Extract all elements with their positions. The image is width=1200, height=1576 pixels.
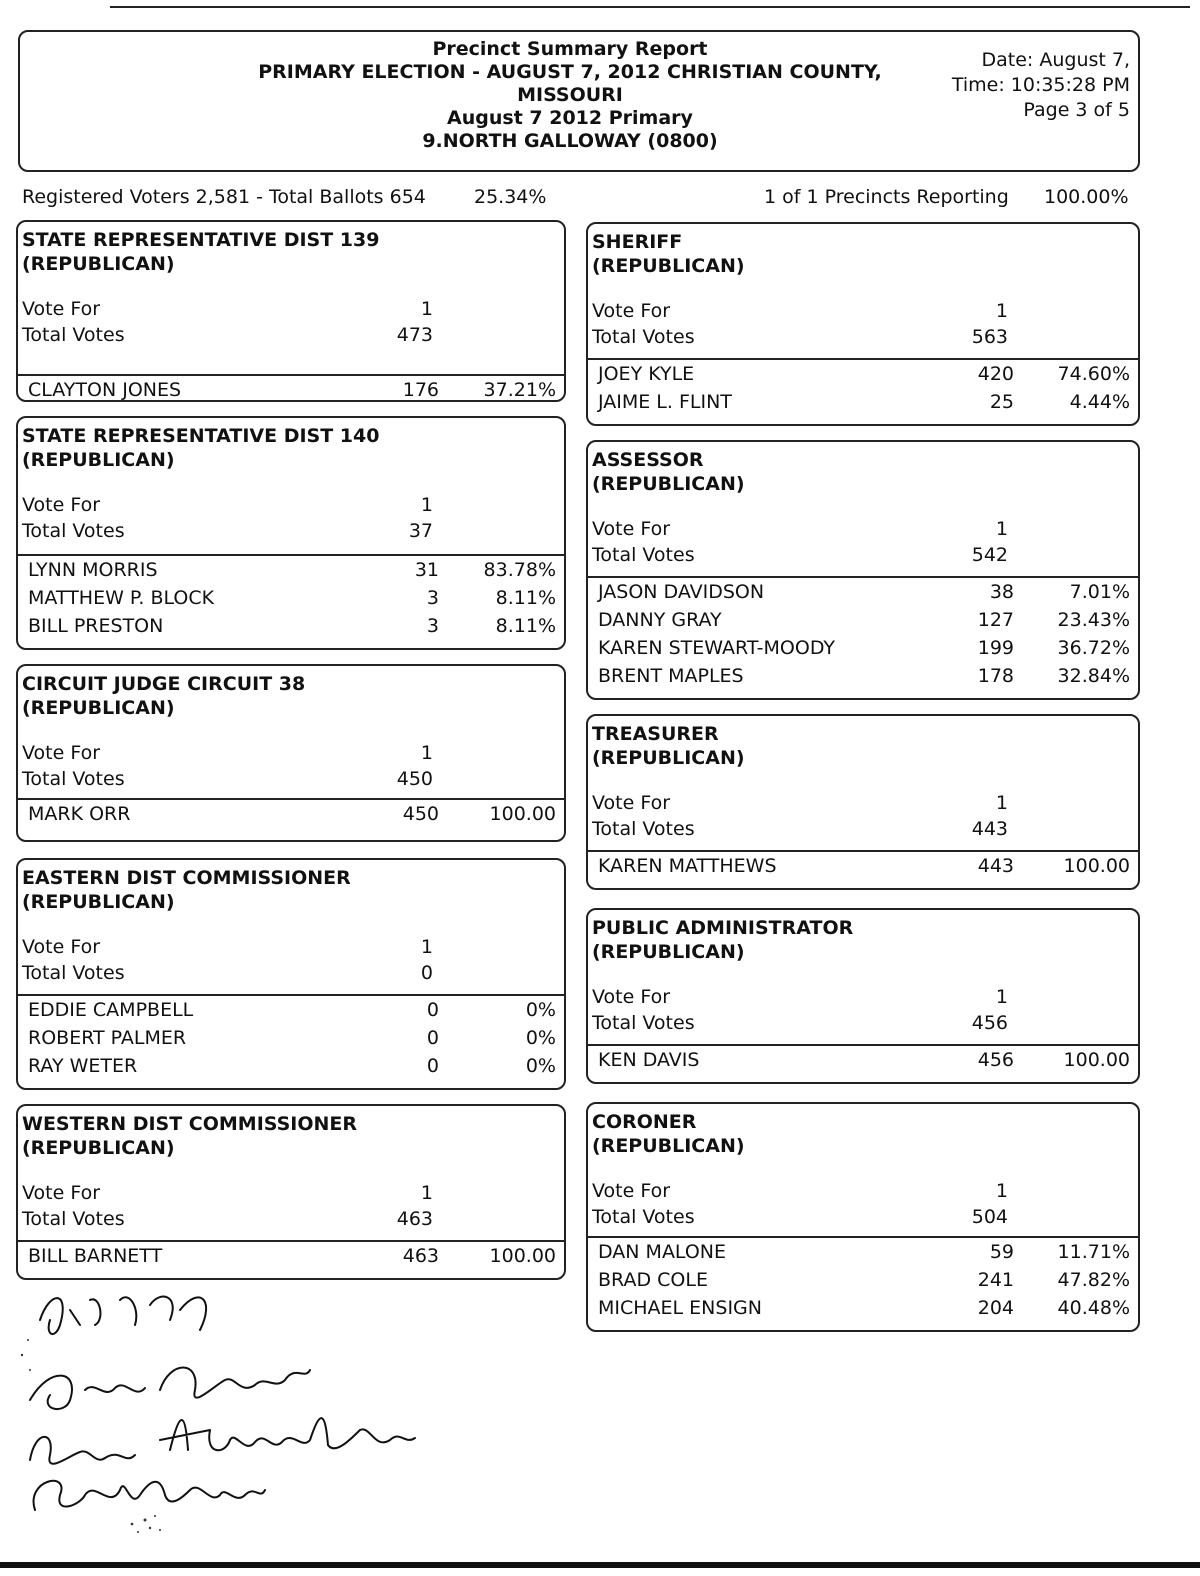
vote-for-row — [22, 934, 556, 960]
vote-for-label: Vote For — [22, 936, 101, 958]
vote-for-value: 1 — [420, 1182, 433, 1204]
candidate-votes: 456 — [977, 1049, 1014, 1071]
report-title-line: Precinct Summary Report — [432, 38, 708, 60]
race-title — [592, 722, 745, 770]
candidate-percent: 32.84% — [1057, 665, 1130, 687]
bottom-rule — [0, 1562, 1200, 1568]
precincts-reporting: 1 of 1 Precincts Reporting — [764, 186, 1009, 208]
candidate-votes: 3 — [426, 587, 439, 609]
vote-for-value: 1 — [995, 792, 1008, 814]
candidate-name: ROBERT PALMER — [28, 1027, 187, 1049]
candidate-row — [598, 360, 1130, 388]
candidate-row — [28, 996, 556, 1024]
total-votes-label: Total Votes — [592, 1206, 695, 1228]
race-title — [22, 228, 379, 276]
candidate-row — [28, 556, 556, 584]
total-votes-row — [592, 816, 1130, 842]
candidate-votes: 3 — [426, 615, 439, 637]
vote-for-row — [592, 790, 1130, 816]
race-party: (REPUBLICAN) — [22, 891, 175, 913]
total-votes-row — [592, 324, 1130, 350]
race-party: (REPUBLICAN) — [22, 1137, 175, 1159]
race-party: (REPUBLICAN) — [592, 747, 745, 769]
race-party: (REPUBLICAN) — [22, 697, 175, 719]
candidate-votes: 420 — [977, 363, 1014, 385]
report-date: Date: August 7, — [981, 49, 1130, 71]
candidate-votes: 31 — [414, 559, 439, 581]
total-votes-label: Total Votes — [22, 520, 125, 542]
race-name: ASSESSOR — [592, 449, 704, 471]
candidate-votes: 463 — [402, 1245, 439, 1267]
candidate-name: RAY WETER — [28, 1055, 138, 1077]
candidate-row — [28, 1052, 556, 1080]
candidate-row — [598, 606, 1130, 634]
top-rule — [110, 6, 1190, 8]
total-votes-value: 0 — [420, 962, 433, 984]
vote-for-value: 1 — [995, 518, 1008, 540]
candidate-name: MICHAEL ENSIGN — [598, 1297, 762, 1319]
handwritten-signatures — [10, 1280, 430, 1540]
report-title — [220, 38, 920, 153]
total-votes-value: 37 — [408, 520, 433, 542]
race-title — [592, 230, 745, 278]
total-votes-value: 473 — [396, 324, 433, 346]
race-title — [592, 916, 853, 964]
race-box — [586, 440, 1140, 700]
vote-for-row — [22, 296, 556, 322]
total-votes-value: 504 — [971, 1206, 1008, 1228]
total-votes-label: Total Votes — [592, 818, 695, 840]
report-meta — [930, 48, 1130, 123]
candidate-votes: 25 — [989, 391, 1014, 413]
candidate-row — [28, 612, 556, 640]
candidate-percent: 100.00 — [1063, 855, 1130, 877]
race-name: CORONER — [592, 1111, 697, 1133]
race-title — [22, 672, 305, 720]
vote-for-label: Vote For — [592, 986, 671, 1008]
race-box — [16, 220, 566, 402]
candidate-percent: 0% — [525, 1055, 556, 1077]
vote-for-label: Vote For — [592, 300, 671, 322]
race-name: PUBLIC ADMINISTRATOR — [592, 917, 854, 939]
candidate-name: KEN DAVIS — [598, 1049, 700, 1071]
vote-for-value: 1 — [995, 300, 1008, 322]
candidate-votes: 0 — [426, 1027, 439, 1049]
race-title — [22, 424, 379, 472]
vote-for-value: 1 — [420, 742, 433, 764]
race-title — [592, 1110, 745, 1158]
vote-for-row — [22, 1180, 556, 1206]
race-party: (REPUBLICAN) — [592, 941, 745, 963]
total-votes-value: 542 — [971, 544, 1008, 566]
candidate-votes: 178 — [977, 665, 1014, 687]
candidate-name: DAN MALONE — [598, 1241, 727, 1263]
vote-for-label: Vote For — [22, 742, 101, 764]
race-box — [16, 416, 566, 650]
report-title-line: 9.NORTH GALLOWAY (0800) — [422, 130, 718, 152]
candidate-row — [598, 1294, 1130, 1322]
candidate-percent: 7.01% — [1069, 581, 1130, 603]
registered-voters: Registered Voters 2,581 - Total Ballots 654 — [22, 186, 426, 208]
report-time: Time: 10:35:28 PM — [951, 74, 1130, 96]
race-box — [16, 858, 566, 1090]
candidate-row — [598, 1238, 1130, 1266]
candidate-name: EDDIE CAMPBELL — [28, 999, 194, 1021]
race-party: (REPUBLICAN) — [592, 473, 745, 495]
total-votes-row — [592, 542, 1130, 568]
race-name: STATE REPRESENTATIVE DIST 140 — [22, 425, 380, 447]
total-votes-label: Total Votes — [22, 768, 125, 790]
candidate-row — [28, 584, 556, 612]
vote-for-row — [22, 492, 556, 518]
total-votes-value: 563 — [971, 326, 1008, 348]
candidate-percent: 83.78% — [483, 559, 556, 581]
vote-for-label: Vote For — [22, 494, 101, 516]
candidate-row — [28, 1242, 556, 1270]
reporting-percent: 100.00% — [1044, 186, 1129, 208]
candidate-name: DANNY GRAY — [598, 609, 722, 631]
race-name: EASTERN DIST COMMISSIONER — [22, 867, 351, 889]
candidate-name: KAREN STEWART-MOODY — [598, 637, 836, 659]
candidate-name: LYNN MORRIS — [28, 559, 158, 581]
vote-for-value: 1 — [420, 298, 433, 320]
race-box — [16, 664, 566, 842]
total-votes-row — [592, 1204, 1130, 1230]
race-box — [586, 908, 1140, 1084]
race-party: (REPUBLICAN) — [22, 253, 175, 275]
race-box — [586, 222, 1140, 426]
report-page: Page 3 of 5 — [1023, 99, 1130, 121]
candidate-votes: 241 — [977, 1269, 1014, 1291]
candidate-percent: 23.43% — [1057, 609, 1130, 631]
total-votes-label: Total Votes — [22, 1208, 125, 1230]
candidate-row — [598, 852, 1130, 880]
candidate-name: JASON DAVIDSON — [598, 581, 765, 603]
vote-for-row — [22, 740, 556, 766]
vote-for-row — [592, 516, 1130, 542]
candidate-percent: 0% — [525, 1027, 556, 1049]
candidate-votes: 59 — [989, 1241, 1014, 1263]
report-title-line: August 7 2012 Primary — [447, 107, 693, 129]
candidate-row — [28, 1024, 556, 1052]
total-votes-label: Total Votes — [22, 962, 125, 984]
total-votes-row — [22, 960, 556, 986]
candidate-percent: 74.60% — [1057, 363, 1130, 385]
vote-for-value: 1 — [420, 936, 433, 958]
race-party: (REPUBLICAN) — [22, 449, 175, 471]
total-votes-label: Total Votes — [592, 1012, 695, 1034]
candidate-name: JAIME L. FLINT — [598, 391, 732, 413]
total-votes-label: Total Votes — [22, 324, 125, 346]
candidate-row — [28, 376, 556, 404]
vote-for-row — [592, 984, 1130, 1010]
candidate-name: BRENT MAPLES — [598, 665, 744, 687]
candidate-row — [598, 1266, 1130, 1294]
race-name: STATE REPRESENTATIVE DIST 139 — [22, 229, 380, 251]
candidate-name: JOEY KYLE — [598, 363, 695, 385]
candidate-percent: 100.00 — [489, 1245, 556, 1267]
vote-for-value: 1 — [995, 1180, 1008, 1202]
total-votes-row — [592, 1010, 1130, 1036]
candidate-percent: 47.82% — [1057, 1269, 1130, 1291]
candidate-votes: 0 — [426, 1055, 439, 1077]
race-party: (REPUBLICAN) — [592, 1135, 745, 1157]
candidate-percent: 11.71% — [1057, 1241, 1130, 1263]
race-box — [16, 1104, 566, 1280]
race-box — [586, 1102, 1140, 1332]
report-title-line: PRIMARY ELECTION - AUGUST 7, 2012 CHRISTIAN COUNTY, — [258, 61, 882, 83]
vote-for-value: 1 — [420, 494, 433, 516]
candidate-name: BILL BARNETT — [28, 1245, 163, 1267]
total-votes-label: Total Votes — [592, 326, 695, 348]
vote-for-label: Vote For — [592, 792, 671, 814]
candidate-name: CLAYTON JONES — [28, 379, 182, 401]
candidate-votes: 176 — [402, 379, 439, 401]
total-votes-row — [22, 518, 556, 544]
candidate-votes: 38 — [989, 581, 1014, 603]
candidate-name: BILL PRESTON — [28, 615, 164, 637]
total-votes-row — [22, 766, 556, 792]
candidate-percent: 8.11% — [495, 587, 556, 609]
total-votes-value: 443 — [971, 818, 1008, 840]
race-box — [586, 714, 1140, 890]
candidate-votes: 204 — [977, 1297, 1014, 1319]
total-votes-value: 463 — [396, 1208, 433, 1230]
candidate-votes: 0 — [426, 999, 439, 1021]
race-name: TREASURER — [592, 723, 719, 745]
race-title — [22, 1112, 357, 1160]
vote-for-label: Vote For — [592, 518, 671, 540]
candidate-row — [28, 800, 556, 828]
candidate-row — [598, 1046, 1130, 1074]
candidate-percent: 0% — [525, 999, 556, 1021]
candidate-row — [598, 634, 1130, 662]
vote-for-row — [592, 298, 1130, 324]
candidate-row — [598, 578, 1130, 606]
candidate-votes: 127 — [977, 609, 1014, 631]
turnout-percent: 25.34% — [474, 186, 547, 208]
candidate-percent: 37.21% — [483, 379, 556, 401]
total-votes-row — [22, 1206, 556, 1232]
candidate-percent: 8.11% — [495, 615, 556, 637]
candidate-percent: 100.00 — [1063, 1049, 1130, 1071]
race-name: WESTERN DIST COMMISSIONER — [22, 1113, 358, 1135]
race-name: CIRCUIT JUDGE CIRCUIT 38 — [22, 673, 306, 695]
candidate-percent: 40.48% — [1057, 1297, 1130, 1319]
candidate-row — [598, 388, 1130, 416]
candidate-name: BRAD COLE — [598, 1269, 708, 1291]
candidate-row — [598, 662, 1130, 690]
vote-for-label: Vote For — [22, 298, 101, 320]
candidate-name: MATTHEW P. BLOCK — [28, 587, 215, 609]
vote-for-row — [592, 1178, 1130, 1204]
race-title — [592, 448, 745, 496]
report-title-line: MISSOURI — [517, 84, 623, 106]
vote-for-value: 1 — [995, 986, 1008, 1008]
vote-for-label: Vote For — [592, 1180, 671, 1202]
candidate-name: KAREN MATTHEWS — [598, 855, 777, 877]
total-votes-value: 450 — [396, 768, 433, 790]
total-votes-label: Total Votes — [592, 544, 695, 566]
total-votes-row — [22, 322, 556, 348]
race-title — [22, 866, 351, 914]
candidate-name: MARK ORR — [28, 803, 131, 825]
race-party: (REPUBLICAN) — [592, 255, 745, 277]
report-header — [18, 30, 1140, 172]
vote-for-label: Vote For — [22, 1182, 101, 1204]
candidate-votes: 443 — [977, 855, 1014, 877]
candidate-percent: 36.72% — [1057, 637, 1130, 659]
candidate-votes: 450 — [402, 803, 439, 825]
candidate-percent: 100.00 — [489, 803, 556, 825]
race-name: SHERIFF — [592, 231, 683, 253]
total-votes-value: 456 — [971, 1012, 1008, 1034]
candidate-percent: 4.44% — [1069, 391, 1130, 413]
candidate-votes: 199 — [977, 637, 1014, 659]
